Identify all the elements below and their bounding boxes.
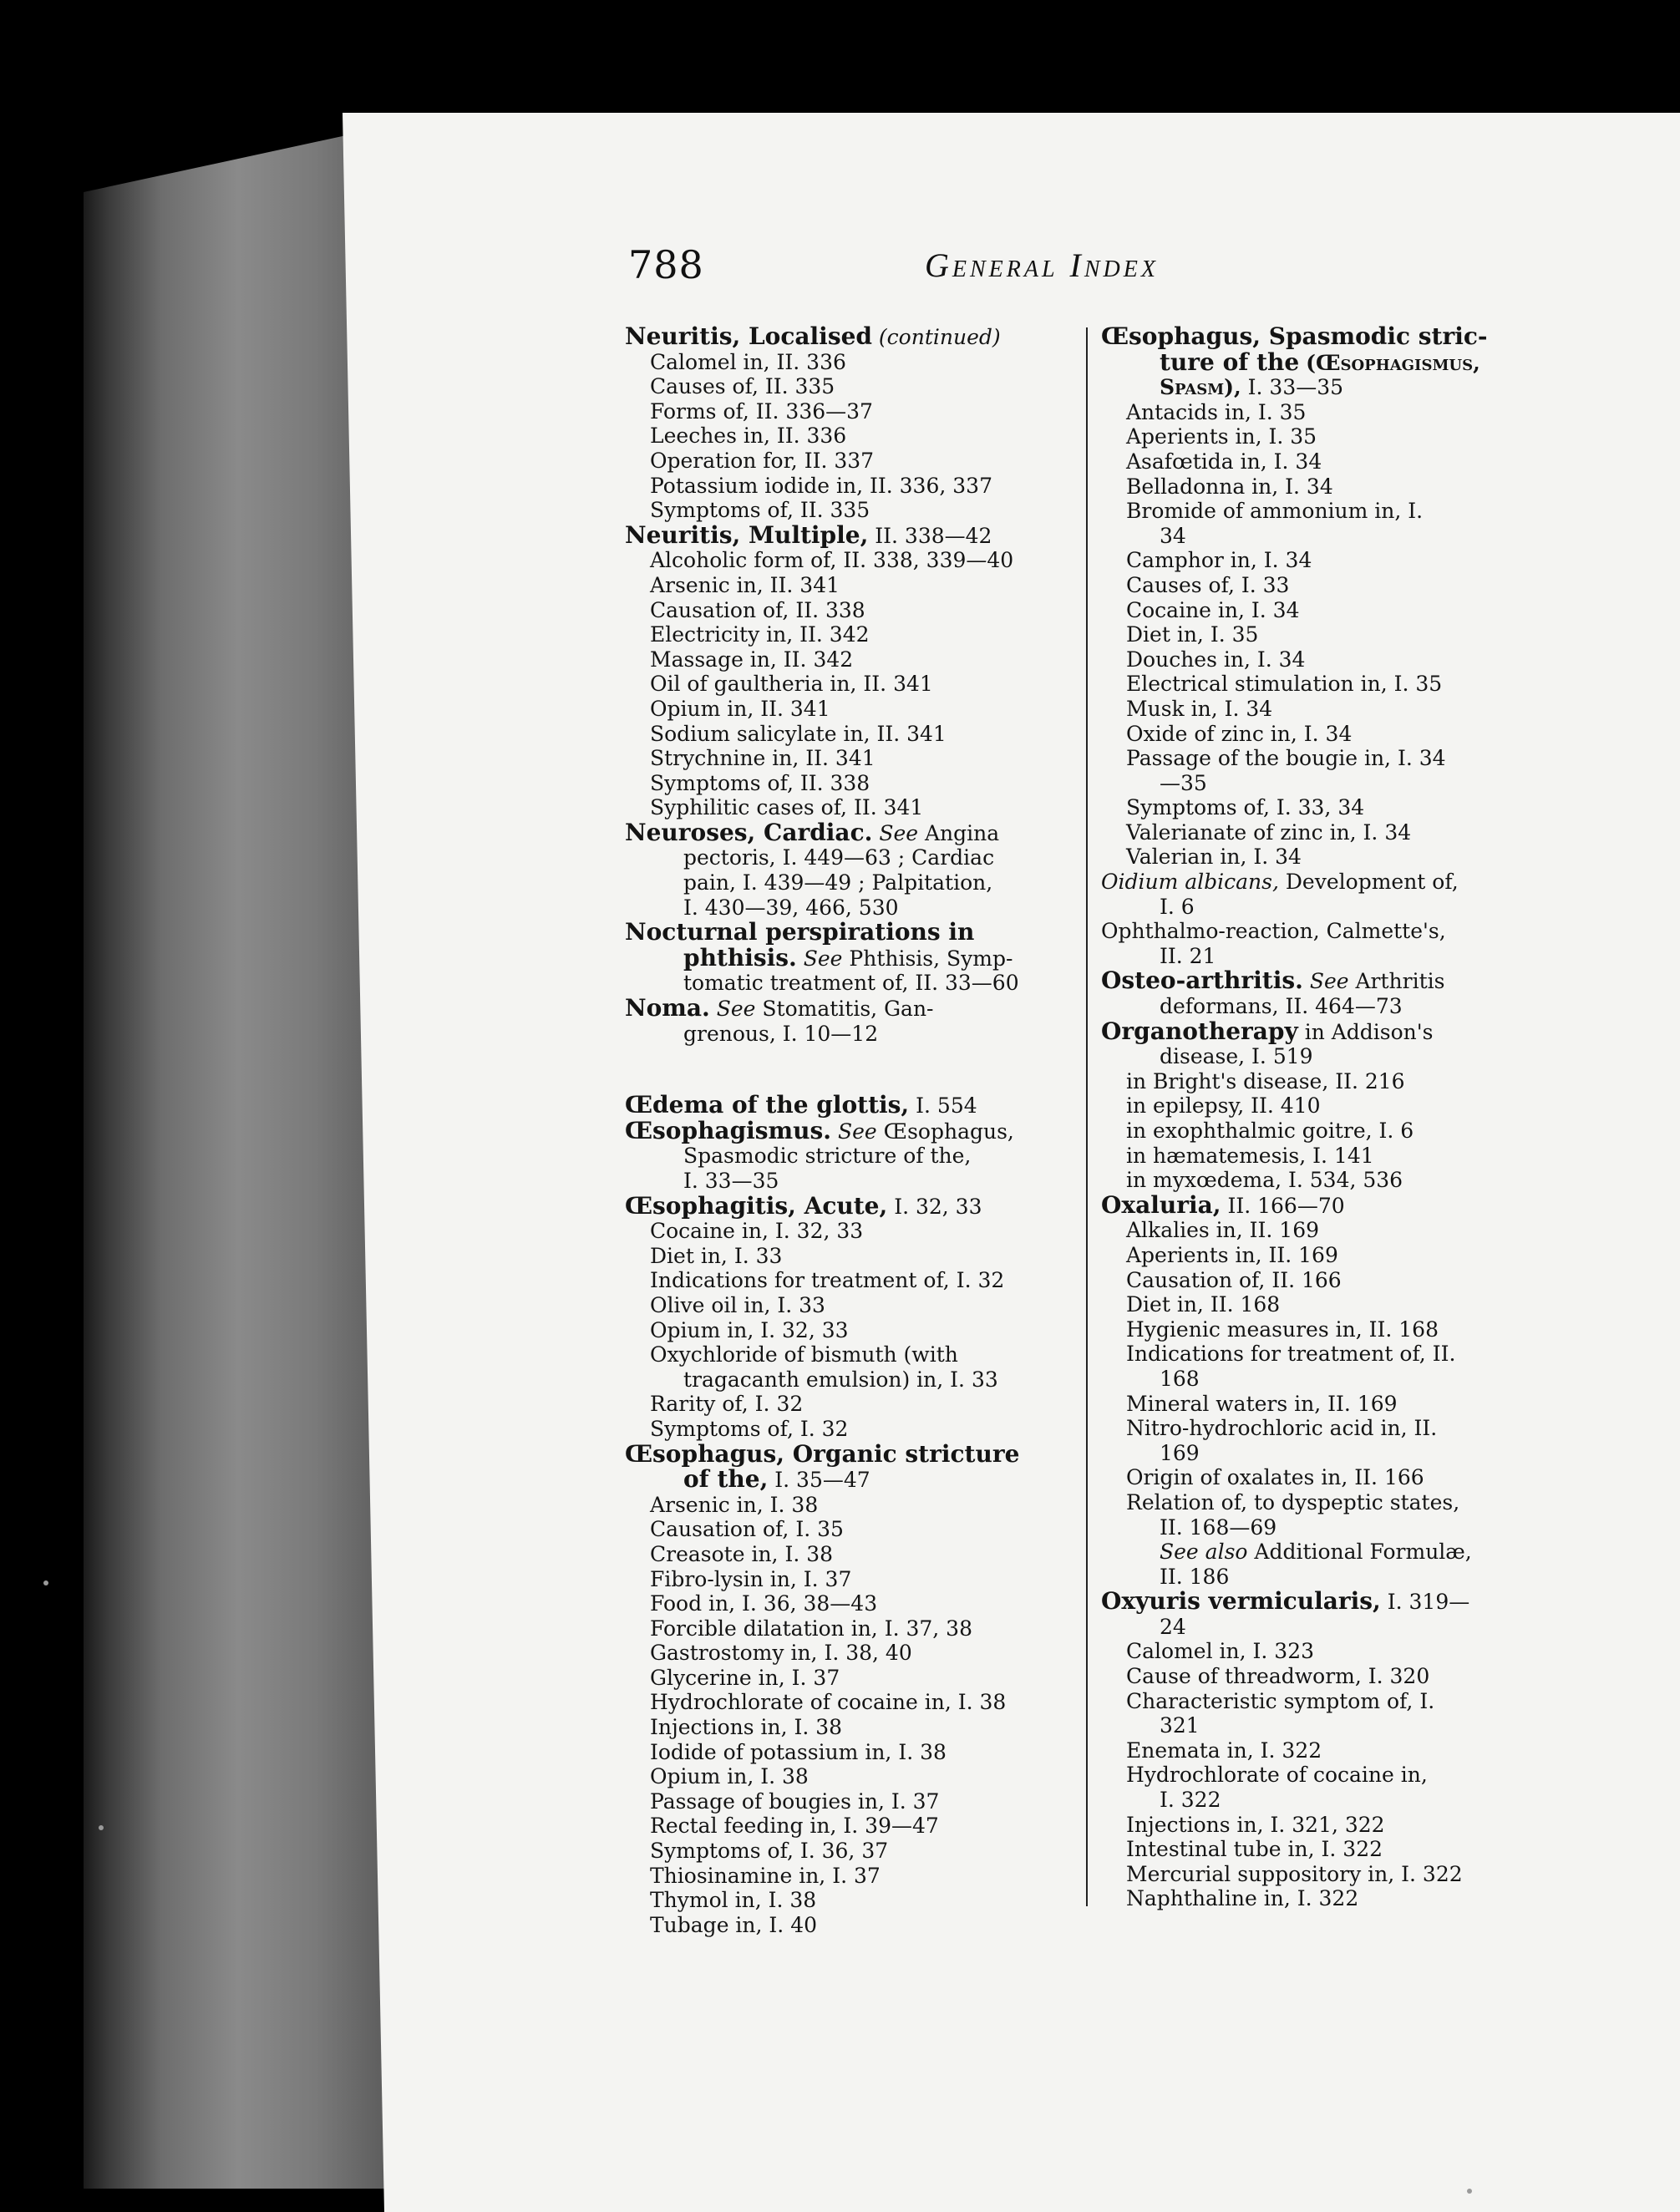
index-subentry: Enemata in, I. 322 [1126,1738,1322,1763]
index-entry-continuation: 321 [1160,1713,1200,1738]
index-subentry: Causation of, II. 338 [650,597,865,622]
index-subentry: Tubage in, I. 40 [650,1912,817,1937]
index-subentry: Cause of threadworm, I. 320 [1126,1664,1430,1689]
index-subentry: Camphor in, I. 34 [1126,548,1312,573]
index-subentry: Electrical stimulation in, I. 35 [1126,672,1443,697]
index-subentry: in epilepsy, II. 410 [1126,1093,1321,1119]
index-subentry: Operation for, II. 337 [650,448,875,473]
index-subentry: Characteristic symptom of, I. [1126,1688,1435,1713]
index-subentry: Douches in, I. 34 [1126,647,1306,672]
index-entry-continuation: II. 186 [1160,1564,1230,1589]
scan-speck [99,1825,104,1830]
index-subentry: Oxide of zinc in, I. 34 [1126,721,1353,746]
index-entry-continuation: 168 [1160,1366,1200,1391]
index-subentry: Mineral waters in, II. 169 [1126,1391,1398,1416]
index-subentry: Injections in, I. 38 [650,1715,843,1740]
page-number: 788 [628,242,704,287]
running-title: General Index [925,246,1159,284]
index-subentry: Bromide of ammonium in, I. [1126,499,1424,524]
index-entry-continuation: I. 322 [1160,1788,1221,1813]
index-subentry: Causes of, II. 335 [650,374,835,399]
index-subentry: Symptoms of, I. 32 [650,1416,849,1441]
index-subentry: Mercurial suppository in, I. 322 [1126,1861,1463,1886]
index-entry-continuation: I. 33—35 [683,1169,779,1193]
index-entry-continuation: I. 430—39, 466, 530 [683,895,899,920]
index-subentry: Origin of oxalates in, II. 166 [1126,1465,1424,1490]
index-subentry: Rectal feeding in, I. 39—47 [650,1814,939,1839]
index-column-left [625,324,1072,1937]
index-subentry: Nitro-hydrochloric acid in, II. [1126,1416,1438,1441]
index-entry-continuation: —35 [1160,770,1207,795]
index-subentry: in hæmatemesis, I. 141 [1126,1143,1374,1168]
index-subentry: Causation of, II. 166 [1126,1267,1342,1292]
index-subentry: Alcoholic form of, II. 338, 339—40 [650,548,1014,573]
index-subentry: Indications for treatment of, I. 32 [650,1268,1005,1293]
index-subentry: Food in, I. 36, 38—43 [650,1591,878,1616]
scan-speck [43,1580,48,1585]
index-entry-heading: Nocturnal perspirations in [625,918,975,946]
index-subentry: Arsenic in, II. 341 [650,572,840,597]
index-entry-heading: Œdema of the glottis, I. 554 [625,1091,977,1119]
index-subentry: Cocaine in, I. 34 [1126,597,1300,622]
index-entry-continuation: Spasmodic stricture of the, [683,1144,972,1169]
index-entry-heading: Oidium albicans, Development of, [1101,870,1459,895]
index-subentry: Indications for treatment of, II. [1126,1342,1456,1367]
index-subentry: Sodium salicylate in, II. 341 [650,721,947,746]
index-subentry: Musk in, I. 34 [1126,696,1273,721]
index-entry-heading: Neuritis, Multiple, II. 338—42 [625,520,992,549]
page-header [628,242,1297,292]
index-entry-continuation: II. 21 [1160,943,1216,968]
index-subentry: in exophthalmic goitre, I. 6 [1126,1119,1414,1143]
section-gap [625,1046,1072,1093]
index-entry-heading: Oxyuris vermicularis, I. 319— [1101,1587,1470,1616]
index-subentry: Valerian in, I. 34 [1126,845,1302,870]
index-subentry: Causation of, I. 35 [650,1517,844,1542]
index-subentry: Injections in, I. 321, 322 [1126,1812,1385,1837]
index-subentry: Causes of, I. 33 [1126,572,1290,597]
index-entry-heading: Organotherapy in Addison's [1101,1017,1434,1045]
index-subentry: Leeches in, II. 336 [650,424,847,449]
index-subentry: Creasote in, I. 38 [650,1541,834,1566]
index-entry-continuation: See also Additional Formulæ, [1160,1540,1472,1565]
index-entry-heading: Oxaluria, II. 166—70 [1101,1190,1345,1219]
index-subentry: Valerianate of zinc in, I. 34 [1126,819,1412,845]
index-entry-heading: Ophthalmo-reaction, Calmette's, [1101,919,1446,944]
index-entry-continuation: phthisis. See Phthisis, Symp- [683,943,1013,972]
index-subentry: Fibro-lysin in, I. 37 [650,1566,852,1591]
index-subentry: Intestinal tube in, I. 322 [1126,1837,1383,1862]
index-subentry: Arsenic in, I. 38 [650,1492,819,1517]
index-entry-heading: Œsophagus, Spasmodic stric- [1101,322,1488,350]
index-subentry: Symptoms of, II. 338 [650,770,870,795]
index-entry-continuation: 34 [1160,523,1186,548]
index-subentry: Hydrochlorate of cocaine in, I. 38 [650,1690,1007,1715]
index-subentry: Rarity of, I. 32 [650,1392,804,1417]
index-subentry: Forcible dilatation in, I. 37, 38 [650,1616,972,1641]
index-entry-continuation: disease, I. 519 [1160,1044,1313,1069]
index-subentry: Diet in, I. 33 [650,1243,783,1268]
column-rule [1086,327,1088,1906]
index-entry-continuation: Spasm), I. 33—35 [1160,375,1344,400]
index-subentry: Alkalies in, II. 169 [1126,1218,1320,1243]
index-entry-continuation: I. 6 [1160,894,1195,919]
index-subentry: in myxœdema, I. 534, 536 [1126,1168,1403,1193]
index-entry-continuation: 24 [1160,1614,1186,1639]
book-spine-edge [84,125,393,2189]
index-subentry: Symptoms of, I. 33, 34 [1126,795,1365,820]
index-entry-continuation: grenous, I. 10—12 [683,1021,879,1046]
index-subentry: Aperients in, I. 35 [1126,424,1317,449]
index-subentry: Diet in, I. 35 [1126,622,1259,647]
index-entry-continuation: ture of the (Œsophagismus, [1160,348,1480,376]
index-subentry: Iodide of potassium in, I. 38 [650,1739,947,1764]
index-subentry: Opium in, I. 38 [650,1764,809,1789]
index-subentry: Massage in, II. 342 [650,647,854,672]
index-subentry: Olive oil in, I. 33 [650,1292,825,1317]
index-subentry: Oil of gaultheria in, II. 341 [650,672,933,697]
index-entry-heading: Osteo-arthritis. See Arthritis [1101,966,1445,995]
index-entry-heading: Noma. See Stomatitis, Gan- [625,994,934,1022]
index-entry-heading: Œsophagitis, Acute, I. 32, 33 [625,1191,982,1220]
index-entry-continuation: pain, I. 439—49 ; Palpitation, [683,870,993,895]
index-subentry: Oxychloride of bismuth (with [650,1342,958,1367]
index-entry-heading: Neuroses, Cardiac. See Angina [625,818,1000,846]
index-entry-continuation: 169 [1160,1440,1200,1465]
index-subentry: Naphthaline in, I. 322 [1126,1886,1359,1911]
index-subentry: Gastrostomy in, I. 38, 40 [650,1641,912,1666]
index-subentry: Relation of, to dyspeptic states, [1126,1489,1460,1514]
index-subentry: Strychnine in, II. 341 [650,746,876,771]
index-entry-continuation: pectoris, I. 449—63 ; Cardiac [683,845,995,870]
index-subentry: in Bright's disease, II. 216 [1126,1068,1405,1093]
index-entry-heading: Œsophagus, Organic stricture [625,1439,1020,1468]
index-subentry: Asafœtida in, I. 34 [1126,449,1322,474]
index-entry-continuation: deformans, II. 464—73 [1160,994,1403,1019]
index-entry-continuation: tomatic treatment of, II. 33—60 [683,971,1019,996]
index-subentry: Passage of bougies in, I. 37 [650,1788,940,1814]
index-subentry: Forms of, II. 336—37 [650,398,873,424]
index-subentry: Aperients in, II. 169 [1126,1242,1338,1267]
index-subentry: Hygienic measures in, II. 168 [1126,1317,1439,1342]
index-subentry: Thymol in, I. 38 [650,1888,817,1913]
index-subentry: Syphilitic cases of, II. 341 [650,795,924,820]
index-subentry: Calomel in, I. 323 [1126,1639,1314,1664]
index-subentry: Thiosinamine in, I. 37 [650,1863,881,1888]
index-entry-continuation: II. 168—69 [1160,1514,1277,1540]
index-subentry: Opium in, I. 32, 33 [650,1317,849,1342]
index-subentry: Belladonna in, I. 34 [1126,474,1333,499]
index-subentry: Opium in, II. 341 [650,696,830,721]
index-subentry: Glycerine in, I. 37 [650,1665,840,1690]
index-subentry: Calomel in, II. 336 [650,349,846,374]
index-subentry: Potassium iodide in, II. 336, 337 [650,473,992,498]
scan-speck [1467,2189,1472,2194]
index-subentry: Cocaine in, I. 32, 33 [650,1219,864,1244]
index-subentry: Diet in, II. 168 [1126,1292,1281,1317]
index-subentry: Passage of the bougie in, I. 34 [1126,746,1446,771]
index-entry-heading: Neuritis, Localised (continued) [625,322,1001,350]
index-subentry: Electricity in, II. 342 [650,622,870,647]
index-subentry: Hydrochlorate of cocaine in, [1126,1763,1428,1788]
index-subentry: Antacids in, I. 35 [1126,399,1307,424]
index-column-right [1101,324,1540,1911]
index-entry-continuation: of the, I. 35—47 [683,1465,870,1494]
index-entry-continuation: tragacanth emulsion) in, I. 33 [683,1367,998,1392]
index-entry-heading: Œsophagismus. See Œsophagus, [625,1116,1014,1144]
index-subentry: Symptoms of, II. 335 [650,498,870,523]
index-subentry: Symptoms of, I. 36, 37 [650,1839,889,1864]
